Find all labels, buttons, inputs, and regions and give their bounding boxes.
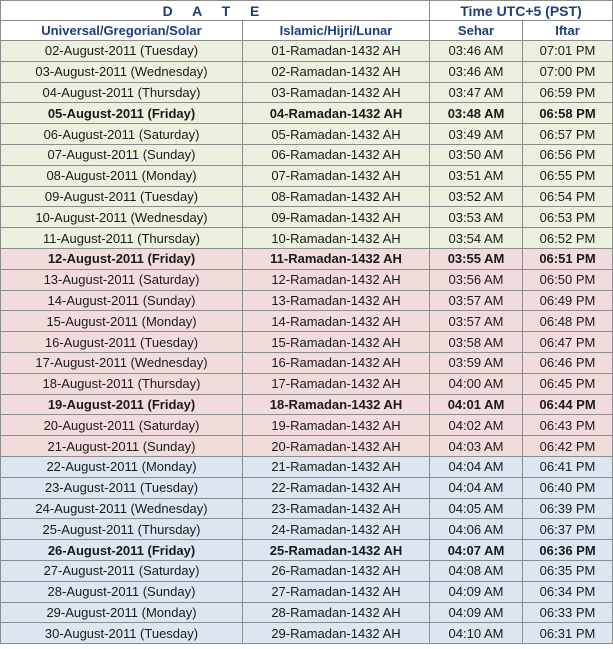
iftar-time-cell: 06:41 PM bbox=[523, 456, 613, 477]
table-row bbox=[1, 41, 613, 62]
gregorian-date-cell: 03-August-2011 (Wednesday) bbox=[1, 61, 243, 82]
table-row bbox=[1, 498, 613, 519]
table-body bbox=[1, 41, 613, 644]
table-row bbox=[1, 124, 613, 145]
gregorian-date-cell: 23-August-2011 (Tuesday) bbox=[1, 477, 243, 498]
table-row bbox=[1, 352, 613, 373]
gregorian-date-cell: 25-August-2011 (Thursday) bbox=[1, 519, 243, 540]
hijri-date-cell: 03-Ramadan-1432 AH bbox=[243, 82, 430, 103]
iftar-time-cell: 06:31 PM bbox=[523, 623, 613, 644]
sehar-time-cell: 04:07 AM bbox=[430, 540, 523, 561]
hijri-date-cell: 26-Ramadan-1432 AH bbox=[243, 560, 430, 581]
hijri-date-cell: 22-Ramadan-1432 AH bbox=[243, 477, 430, 498]
gregorian-date-cell: 08-August-2011 (Monday) bbox=[1, 165, 243, 186]
header-row-columns bbox=[1, 21, 613, 41]
iftar-time-cell: 06:47 PM bbox=[523, 332, 613, 353]
sehar-time-cell: 03:50 AM bbox=[430, 144, 523, 165]
date-title: D A T E bbox=[1, 1, 430, 21]
iftar-time-cell: 06:45 PM bbox=[523, 373, 613, 394]
gregorian-date-cell: 14-August-2011 (Sunday) bbox=[1, 290, 243, 311]
iftar-time-cell: 06:52 PM bbox=[523, 228, 613, 249]
gregorian-date-cell: 27-August-2011 (Saturday) bbox=[1, 560, 243, 581]
iftar-time-cell: 06:37 PM bbox=[523, 519, 613, 540]
iftar-time-cell: 06:54 PM bbox=[523, 186, 613, 207]
gregorian-date-cell: 11-August-2011 (Thursday) bbox=[1, 228, 243, 249]
hijri-date-cell: 02-Ramadan-1432 AH bbox=[243, 61, 430, 82]
gregorian-date-cell: 07-August-2011 (Sunday) bbox=[1, 144, 243, 165]
iftar-time-cell: 06:34 PM bbox=[523, 581, 613, 602]
sehar-time-cell: 04:09 AM bbox=[430, 602, 523, 623]
sehar-time-cell: 04:03 AM bbox=[430, 436, 523, 457]
iftar-time-cell: 06:44 PM bbox=[523, 394, 613, 415]
table-row bbox=[1, 228, 613, 249]
table-row bbox=[1, 519, 613, 540]
gregorian-date-cell: 30-August-2011 (Tuesday) bbox=[1, 623, 243, 644]
gregorian-date-cell: 16-August-2011 (Tuesday) bbox=[1, 332, 243, 353]
iftar-time-cell: 06:42 PM bbox=[523, 436, 613, 457]
table-row bbox=[1, 623, 613, 644]
hijri-date-cell: 01-Ramadan-1432 AH bbox=[243, 41, 430, 62]
table-row bbox=[1, 456, 613, 477]
col-header-sehar: Sehar bbox=[430, 21, 523, 41]
header-row-titles bbox=[1, 1, 613, 21]
table-row bbox=[1, 373, 613, 394]
gregorian-date-cell: 04-August-2011 (Thursday) bbox=[1, 82, 243, 103]
hijri-date-cell: 06-Ramadan-1432 AH bbox=[243, 144, 430, 165]
table-row bbox=[1, 332, 613, 353]
gregorian-date-cell: 05-August-2011 (Friday) bbox=[1, 103, 243, 124]
gregorian-date-cell: 12-August-2011 (Friday) bbox=[1, 248, 243, 269]
hijri-date-cell: 17-Ramadan-1432 AH bbox=[243, 373, 430, 394]
iftar-time-cell: 06:57 PM bbox=[523, 124, 613, 145]
hijri-date-cell: 27-Ramadan-1432 AH bbox=[243, 581, 430, 602]
gregorian-date-cell: 09-August-2011 (Tuesday) bbox=[1, 186, 243, 207]
hijri-date-cell: 07-Ramadan-1432 AH bbox=[243, 165, 430, 186]
iftar-time-cell: 06:51 PM bbox=[523, 248, 613, 269]
table-row bbox=[1, 186, 613, 207]
gregorian-date-cell: 15-August-2011 (Monday) bbox=[1, 311, 243, 332]
iftar-time-cell: 06:58 PM bbox=[523, 103, 613, 124]
sehar-time-cell: 04:10 AM bbox=[430, 623, 523, 644]
iftar-time-cell: 06:46 PM bbox=[523, 352, 613, 373]
table-header bbox=[1, 1, 613, 41]
iftar-time-cell: 07:00 PM bbox=[523, 61, 613, 82]
gregorian-date-cell: 20-August-2011 (Saturday) bbox=[1, 415, 243, 436]
gregorian-date-cell: 24-August-2011 (Wednesday) bbox=[1, 498, 243, 519]
col-header-hijri: Islamic/Hijri/Lunar bbox=[243, 21, 430, 41]
sehar-time-cell: 03:48 AM bbox=[430, 103, 523, 124]
table-row bbox=[1, 207, 613, 228]
sehar-time-cell: 04:08 AM bbox=[430, 560, 523, 581]
iftar-time-cell: 06:33 PM bbox=[523, 602, 613, 623]
hijri-date-cell: 10-Ramadan-1432 AH bbox=[243, 228, 430, 249]
hijri-date-cell: 04-Ramadan-1432 AH bbox=[243, 103, 430, 124]
iftar-time-cell: 06:48 PM bbox=[523, 311, 613, 332]
sehar-time-cell: 03:59 AM bbox=[430, 352, 523, 373]
gregorian-date-cell: 10-August-2011 (Wednesday) bbox=[1, 207, 243, 228]
hijri-date-cell: 25-Ramadan-1432 AH bbox=[243, 540, 430, 561]
gregorian-date-cell: 17-August-2011 (Wednesday) bbox=[1, 352, 243, 373]
iftar-time-cell: 06:35 PM bbox=[523, 560, 613, 581]
gregorian-date-cell: 06-August-2011 (Saturday) bbox=[1, 124, 243, 145]
sehar-time-cell: 04:04 AM bbox=[430, 456, 523, 477]
sehar-time-cell: 03:54 AM bbox=[430, 228, 523, 249]
hijri-date-cell: 14-Ramadan-1432 AH bbox=[243, 311, 430, 332]
iftar-time-cell: 06:36 PM bbox=[523, 540, 613, 561]
table-row bbox=[1, 82, 613, 103]
gregorian-date-cell: 18-August-2011 (Thursday) bbox=[1, 373, 243, 394]
iftar-time-cell: 06:59 PM bbox=[523, 82, 613, 103]
iftar-time-cell: 06:43 PM bbox=[523, 415, 613, 436]
hijri-date-cell: 28-Ramadan-1432 AH bbox=[243, 602, 430, 623]
sehar-time-cell: 03:46 AM bbox=[430, 61, 523, 82]
hijri-date-cell: 18-Ramadan-1432 AH bbox=[243, 394, 430, 415]
sehar-time-cell: 04:02 AM bbox=[430, 415, 523, 436]
table-row bbox=[1, 560, 613, 581]
sehar-time-cell: 03:49 AM bbox=[430, 124, 523, 145]
gregorian-date-cell: 19-August-2011 (Friday) bbox=[1, 394, 243, 415]
hijri-date-cell: 24-Ramadan-1432 AH bbox=[243, 519, 430, 540]
table-row bbox=[1, 269, 613, 290]
iftar-time-cell: 06:53 PM bbox=[523, 207, 613, 228]
table-row bbox=[1, 415, 613, 436]
hijri-date-cell: 05-Ramadan-1432 AH bbox=[243, 124, 430, 145]
time-title: Time UTC+5 (PST) bbox=[430, 1, 613, 21]
gregorian-date-cell: 13-August-2011 (Saturday) bbox=[1, 269, 243, 290]
hijri-date-cell: 20-Ramadan-1432 AH bbox=[243, 436, 430, 457]
hijri-date-cell: 16-Ramadan-1432 AH bbox=[243, 352, 430, 373]
sehar-time-cell: 03:46 AM bbox=[430, 41, 523, 62]
sehar-time-cell: 04:00 AM bbox=[430, 373, 523, 394]
iftar-time-cell: 06:39 PM bbox=[523, 498, 613, 519]
sehar-time-cell: 04:01 AM bbox=[430, 394, 523, 415]
hijri-date-cell: 23-Ramadan-1432 AH bbox=[243, 498, 430, 519]
gregorian-date-cell: 28-August-2011 (Sunday) bbox=[1, 581, 243, 602]
sehar-time-cell: 03:57 AM bbox=[430, 311, 523, 332]
col-header-gregorian: Universal/Gregorian/Solar bbox=[1, 21, 243, 41]
hijri-date-cell: 13-Ramadan-1432 AH bbox=[243, 290, 430, 311]
hijri-date-cell: 08-Ramadan-1432 AH bbox=[243, 186, 430, 207]
sehar-time-cell: 03:47 AM bbox=[430, 82, 523, 103]
sehar-time-cell: 04:09 AM bbox=[430, 581, 523, 602]
sehar-time-cell: 03:51 AM bbox=[430, 165, 523, 186]
gregorian-date-cell: 21-August-2011 (Sunday) bbox=[1, 436, 243, 457]
table-row bbox=[1, 290, 613, 311]
sehar-time-cell: 03:57 AM bbox=[430, 290, 523, 311]
gregorian-date-cell: 02-August-2011 (Tuesday) bbox=[1, 41, 243, 62]
iftar-time-cell: 06:49 PM bbox=[523, 290, 613, 311]
iftar-time-cell: 06:55 PM bbox=[523, 165, 613, 186]
sehar-time-cell: 03:58 AM bbox=[430, 332, 523, 353]
iftar-time-cell: 06:40 PM bbox=[523, 477, 613, 498]
hijri-date-cell: 29-Ramadan-1432 AH bbox=[243, 623, 430, 644]
gregorian-date-cell: 26-August-2011 (Friday) bbox=[1, 540, 243, 561]
hijri-date-cell: 21-Ramadan-1432 AH bbox=[243, 456, 430, 477]
iftar-time-cell: 06:50 PM bbox=[523, 269, 613, 290]
iftar-time-cell: 06:56 PM bbox=[523, 144, 613, 165]
sehar-time-cell: 04:04 AM bbox=[430, 477, 523, 498]
table-row bbox=[1, 540, 613, 561]
hijri-date-cell: 15-Ramadan-1432 AH bbox=[243, 332, 430, 353]
sehar-time-cell: 04:05 AM bbox=[430, 498, 523, 519]
table-row bbox=[1, 311, 613, 332]
sehar-time-cell: 04:06 AM bbox=[430, 519, 523, 540]
table-row bbox=[1, 436, 613, 457]
sehar-time-cell: 03:55 AM bbox=[430, 248, 523, 269]
table-row bbox=[1, 394, 613, 415]
table-row bbox=[1, 248, 613, 269]
table-row bbox=[1, 144, 613, 165]
table-row bbox=[1, 477, 613, 498]
col-header-iftar: Iftar bbox=[523, 21, 613, 41]
table-row bbox=[1, 602, 613, 623]
table-row bbox=[1, 581, 613, 602]
gregorian-date-cell: 22-August-2011 (Monday) bbox=[1, 456, 243, 477]
hijri-date-cell: 11-Ramadan-1432 AH bbox=[243, 248, 430, 269]
sehar-time-cell: 03:53 AM bbox=[430, 207, 523, 228]
sehar-time-cell: 03:52 AM bbox=[430, 186, 523, 207]
gregorian-date-cell: 29-August-2011 (Monday) bbox=[1, 602, 243, 623]
table-row bbox=[1, 61, 613, 82]
hijri-date-cell: 19-Ramadan-1432 AH bbox=[243, 415, 430, 436]
table-row bbox=[1, 165, 613, 186]
hijri-date-cell: 12-Ramadan-1432 AH bbox=[243, 269, 430, 290]
table-row bbox=[1, 103, 613, 124]
iftar-time-cell: 07:01 PM bbox=[523, 41, 613, 62]
hijri-date-cell: 09-Ramadan-1432 AH bbox=[243, 207, 430, 228]
sehar-time-cell: 03:56 AM bbox=[430, 269, 523, 290]
